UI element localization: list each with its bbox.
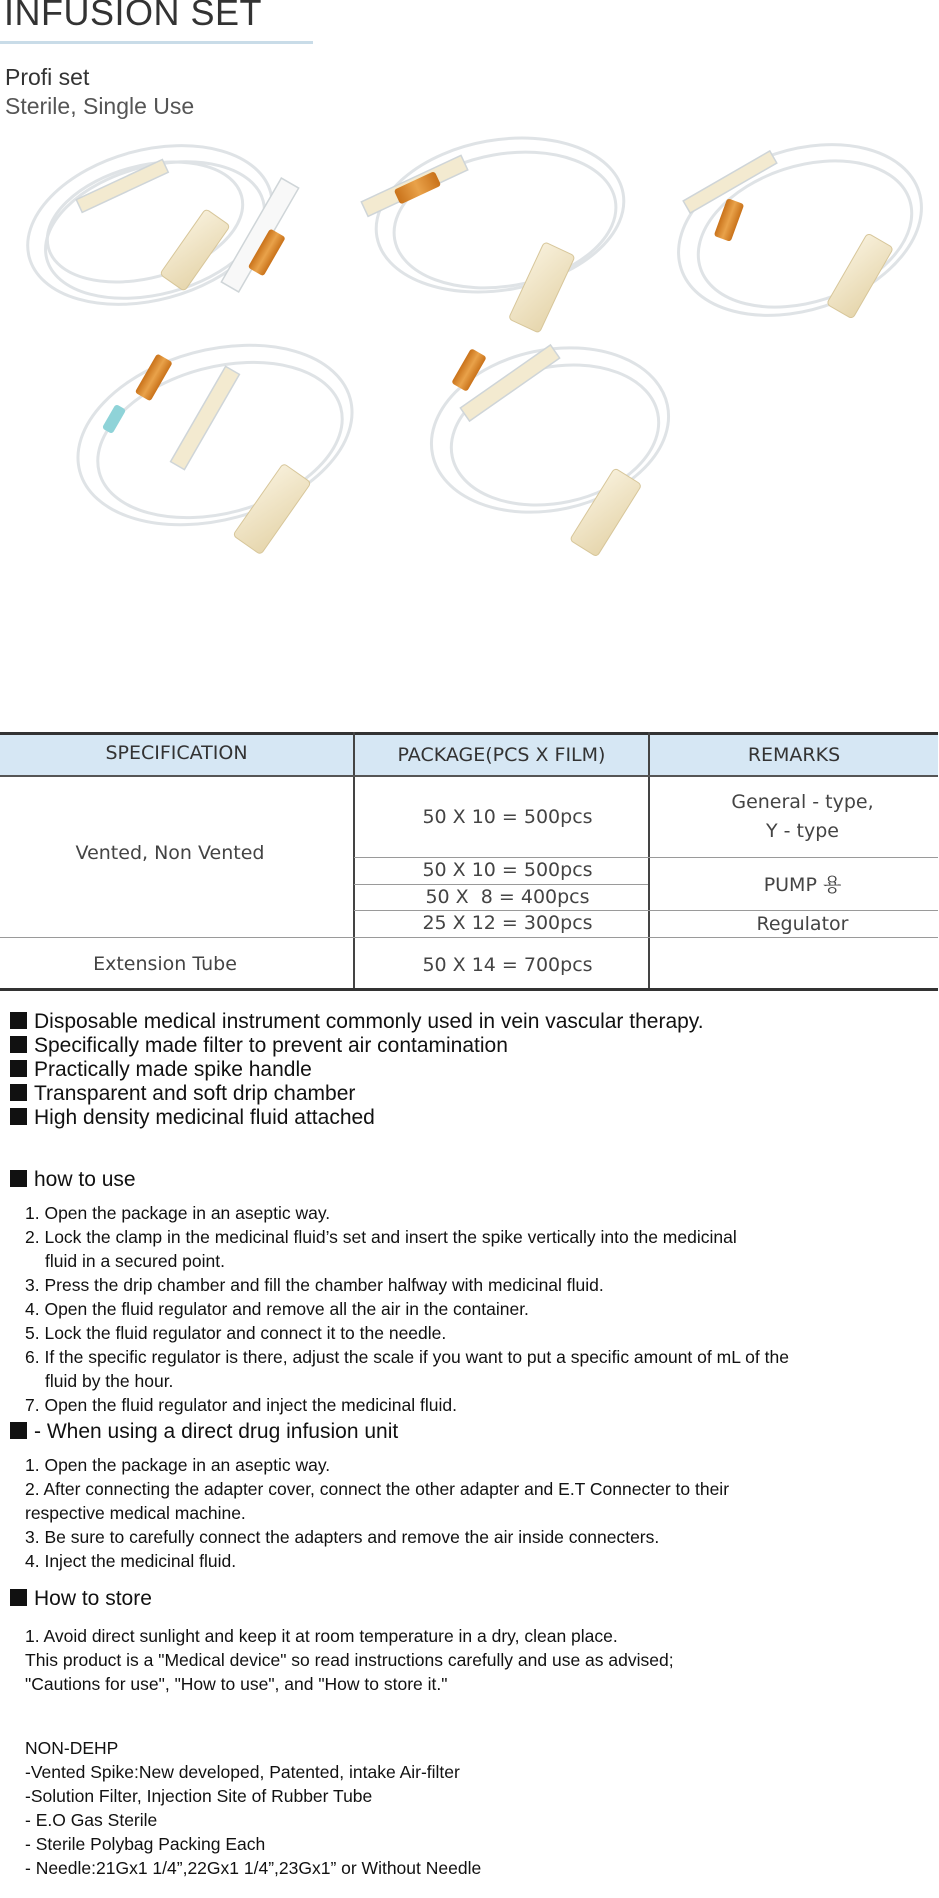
list-item: 1. Open the package in an aseptic way. bbox=[25, 1203, 331, 1223]
list-item: - Needle:21Gx1 1/4”,22Gx1 1/4”,23Gx1” or Without Needle bbox=[25, 1858, 482, 1878]
direct-drug-heading: - When using a direct drug infusion unit bbox=[10, 1419, 398, 1445]
list-item: 2. Lock the clamp in the medicinal fluid’s set and insert the spike vertically into the medicinal fluid in a secured point. bbox=[25, 1227, 737, 1271]
package-cell: 25 X 12 = 300pcs bbox=[422, 912, 593, 934]
feature-list bbox=[10, 1010, 704, 1130]
feature-item: Practically made spike handle bbox=[10, 1058, 704, 1082]
infusion-set-2-illustration bbox=[364, 130, 636, 311]
square-bullet-icon bbox=[10, 1589, 27, 1606]
spec-extension-cell: Extension Tube bbox=[93, 953, 237, 975]
feature-item: Disposable medical instrument commonly used in vein vascular therapy. bbox=[10, 1010, 704, 1034]
list-item: 2. After connecting the adapter cover, connect the other adapter and E.T Connecter to their bbox=[25, 1479, 730, 1499]
spec-table bbox=[0, 732, 938, 991]
direct-drug-steps bbox=[25, 1453, 729, 1573]
square-bullet-icon bbox=[10, 1422, 27, 1439]
list-item: 1. Open the package in an aseptic way. bbox=[25, 1455, 331, 1475]
square-bullet-icon bbox=[10, 1170, 27, 1187]
product-photo bbox=[0, 130, 939, 650]
list-item: 6. If the specific regulator is there, adjust the scale if you want to put a specific amount of mL of the fluid by the hour. bbox=[25, 1347, 789, 1391]
remark-general-line2: Y - type bbox=[766, 820, 839, 842]
title-underline bbox=[0, 41, 313, 44]
list-item: - Sterile Polybag Packing Each bbox=[25, 1834, 266, 1854]
spec-vented-cell: Vented, Non Vented bbox=[75, 842, 265, 864]
table-header-specification: SPECIFICATION bbox=[105, 742, 248, 764]
package-cell: 50 X 8 = 400pcs bbox=[425, 886, 590, 908]
package-cell: 50 X 10 = 500pcs bbox=[422, 806, 593, 828]
store-line: This product is a "Medical device" so read instructions carefully and use as advised; bbox=[25, 1650, 674, 1670]
how-to-store-heading: How to store bbox=[10, 1586, 152, 1612]
non-dehp-list bbox=[25, 1736, 481, 1880]
list-item: NON-DEHP bbox=[25, 1738, 119, 1758]
remark-regulator: Regulator bbox=[756, 913, 849, 935]
package-cell: 50 X 14 = 700pcs bbox=[422, 954, 593, 976]
list-item: 4. Inject the medicinal fluid. bbox=[25, 1551, 237, 1571]
feature-item: Transparent and soft drip chamber bbox=[10, 1082, 704, 1106]
list-item: 7. Open the fluid regulator and inject the medicinal fluid. bbox=[25, 1395, 457, 1415]
square-bullet-icon bbox=[10, 1108, 27, 1125]
list-item: - E.O Gas Sterile bbox=[25, 1810, 158, 1830]
feature-item: High density medicinal fluid attached bbox=[10, 1106, 704, 1130]
package-cell: 50 X 10 = 500pcs bbox=[422, 859, 593, 881]
list-item: respective medical machine. bbox=[25, 1503, 246, 1523]
infusion-set-4-illustration bbox=[58, 317, 372, 554]
square-bullet-icon bbox=[10, 1012, 27, 1029]
how-to-use-heading: how to use bbox=[10, 1167, 136, 1193]
table-bottom-rule bbox=[0, 988, 938, 991]
square-bullet-icon bbox=[10, 1060, 27, 1077]
list-item: 3. Be sure to carefully connect the adapters and remove the air inside connecters. bbox=[25, 1527, 660, 1547]
list-item: 4. Open the fluid regulator and remove all the air in the container. bbox=[25, 1299, 529, 1319]
product-subtitle: Profi set bbox=[5, 64, 90, 90]
square-bullet-icon bbox=[10, 1036, 27, 1053]
store-line: "Cautions for use", "How to use", and "How to store it." bbox=[25, 1674, 448, 1694]
table-header-divider bbox=[0, 775, 938, 777]
page-title: INFUSION SET bbox=[4, 0, 263, 33]
table-header-remarks: REMARKS bbox=[747, 744, 841, 766]
list-item: 5. Lock the fluid regulator and connect it to the needle. bbox=[25, 1323, 447, 1343]
remark-pump: PUMP 용 bbox=[763, 874, 842, 896]
list-item: 3. Press the drip chamber and fill the chamber halfway with medicinal fluid. bbox=[25, 1275, 604, 1295]
infusion-set-3-illustration bbox=[656, 130, 939, 345]
list-item: -Vented Spike:New developed, Patented, intake Air-filter bbox=[25, 1762, 460, 1782]
table-header-package: PACKAGE(PCS X FILM) bbox=[397, 744, 606, 766]
list-item: -Solution Filter, Injection Site of Rubber Tube bbox=[25, 1786, 373, 1806]
square-bullet-icon bbox=[10, 1084, 27, 1101]
feature-item: Specifically made filter to prevent air contamination bbox=[10, 1034, 704, 1058]
store-line: 1. Avoid direct sunlight and keep it at room temperature in a dry, clean place. bbox=[25, 1626, 618, 1646]
how-to-use-steps bbox=[25, 1201, 789, 1417]
product-tagline: Sterile, Single Use bbox=[5, 93, 195, 119]
remark-general-line1: General - type, bbox=[731, 791, 874, 813]
infusion-set-1-illustration bbox=[10, 130, 290, 330]
